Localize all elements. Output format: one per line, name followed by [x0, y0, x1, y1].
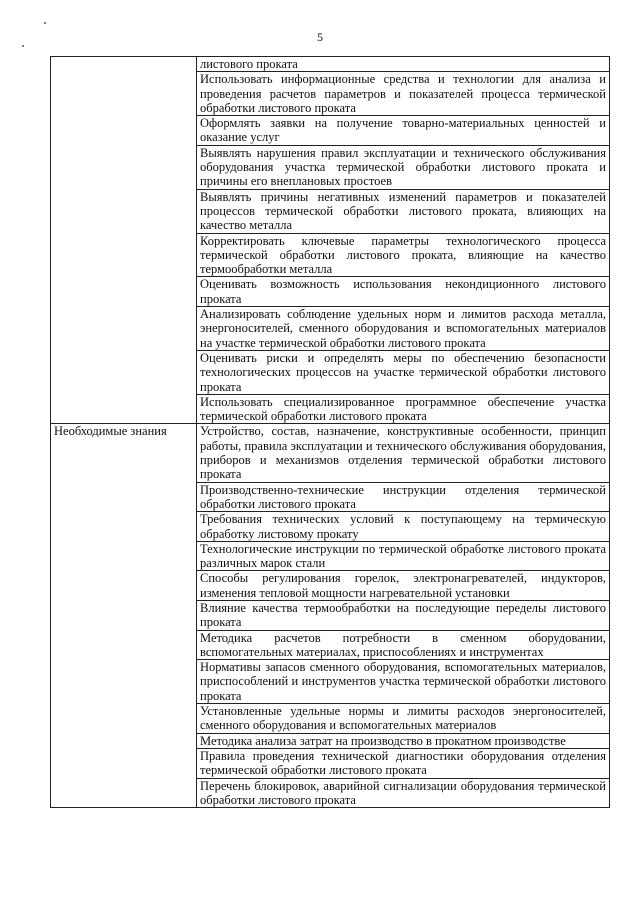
skills-label-cell: [51, 57, 197, 424]
knowledge-cell: Влияние качества термообработки на последующие переделы листового проката: [197, 600, 610, 630]
page-number: 5: [317, 30, 323, 44]
knowledge-cell: Производственно-технические инструкции отделения термической обработки листового проката: [197, 482, 610, 512]
requirements-table: [50, 56, 610, 808]
skill-cell: Оценивать возможность использования некондиционного листового проката: [197, 277, 610, 307]
table-row: [51, 424, 610, 482]
skill-cell: Оценивать риски и определять меры по обеспечению безопасности технологических процессов на участке термической обработки листового проката: [197, 350, 610, 394]
knowledge-cell: Способы регулирования горелок, электронагревателей, индукторов, изменения тепловой мощности нагревательной установки: [197, 571, 610, 601]
skill-cell: Корректировать ключевые параметры технологического процесса термической обработки листового проката, влияющие на качество термообработки металла: [197, 233, 610, 277]
knowledge-cell: Требования технических условий к поступающему на термическую обработку листовому прокату: [197, 512, 610, 542]
knowledge-cell: Нормативы запасов сменного оборудования, вспомогательных материалов, приспособлений и инструментов участка термической обработки листового проката: [197, 660, 610, 704]
skill-cell: Выявлять нарушения правил эксплуатации и технического обслуживания оборудования участка термической обработки листового проката и причины его внеплановых простоев: [197, 145, 610, 189]
skill-cell: листового проката: [197, 57, 610, 72]
knowledge-label: Необходимые знания: [51, 424, 197, 808]
knowledge-cell: Перечень блокировок, аварийной сигнализации оборудования термической обработки листового проката: [197, 778, 610, 808]
knowledge-cell: Методика анализа затрат на производство в прокатном производстве: [197, 733, 610, 748]
scan-mark: [22, 45, 24, 47]
knowledge-cell: Устройство, состав, назначение, конструктивные особенности, принцип работы, правила эксплуатации и технического обслуживания оборудования, приборов и механизмов отделения термической обработки листового проката: [197, 424, 610, 482]
skill-cell: Использовать информационные средства и технологии для анализа и проведения расчетов параметров и показателей процесса термической обработки листового проката: [197, 72, 610, 116]
knowledge-cell: Установленные удельные нормы и лимиты расходов энергоносителей, сменного оборудования и вспомогательных материалов: [197, 704, 610, 734]
skill-cell: Анализировать соблюдение удельных норм и лимитов расхода металла, энергоносителей, сменного оборудования и вспомогательных материалов на участке термической обработки листового проката: [197, 307, 610, 351]
knowledge-cell: Технологические инструкции по термической обработке листового проката различных марок стали: [197, 541, 610, 571]
skill-cell: Выявлять причины негативных изменений параметров и показателей процессов термической обработки листового проката, влияющих на качество металла: [197, 189, 610, 233]
scan-mark: [44, 22, 46, 24]
knowledge-cell: Правила проведения технической диагностики оборудования отделения термической обработки листового проката: [197, 748, 610, 778]
skill-cell: Использовать специализированное программное обеспечение участка термической обработки листового проката: [197, 394, 610, 424]
table-row: [51, 57, 610, 72]
knowledge-cell: Методика расчетов потребности в сменном оборудовании, вспомогательных материалах, приспособлениях и инструментах: [197, 630, 610, 660]
skill-cell: Оформлять заявки на получение товарно-материальных ценностей и оказание услуг: [197, 116, 610, 146]
